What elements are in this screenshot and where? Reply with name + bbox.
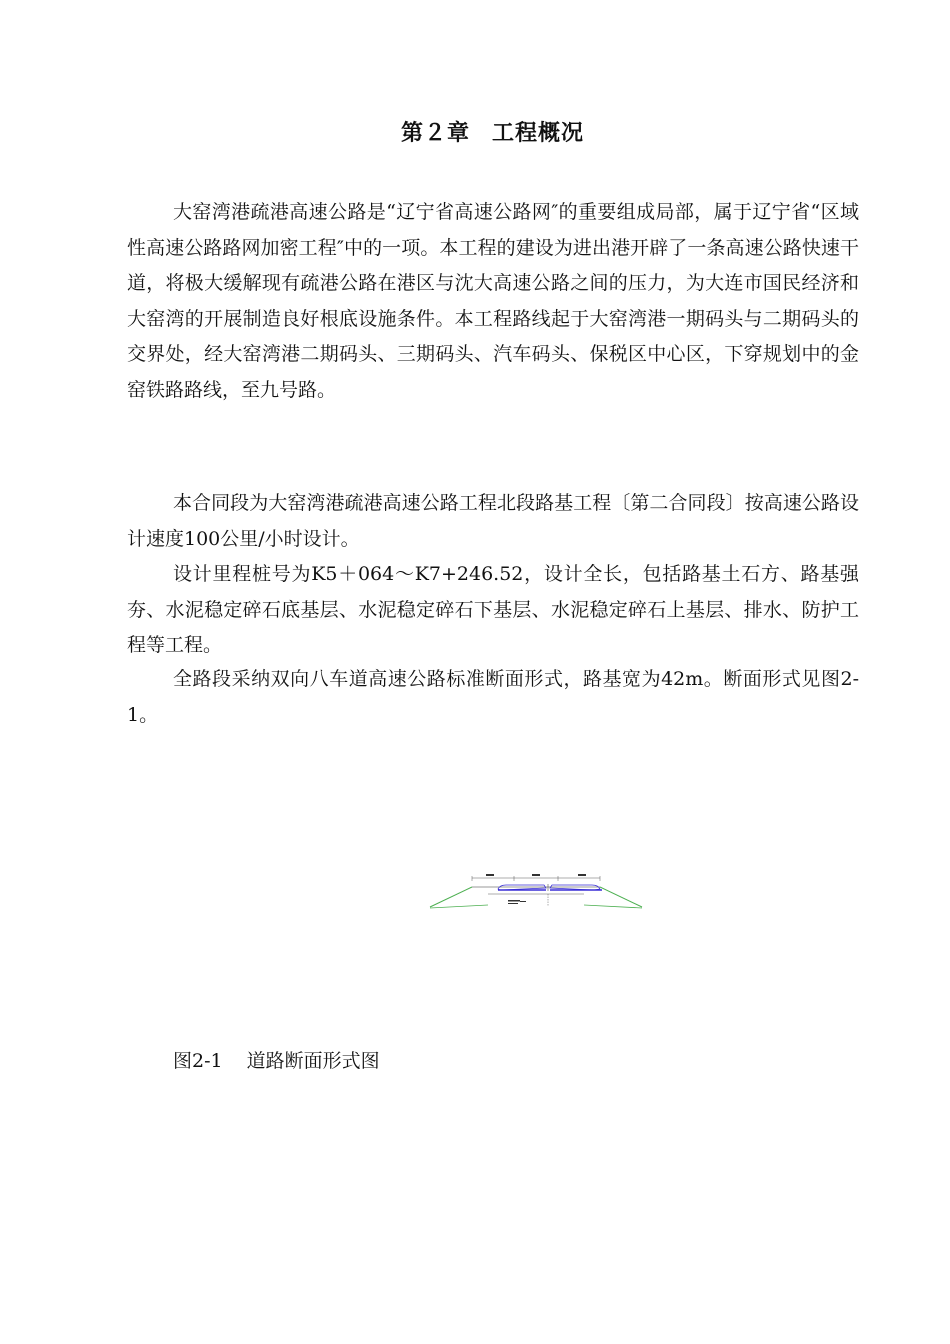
figure-caption-text: 道路断面形式图 (246, 1050, 380, 1072)
right-slope-toe (584, 905, 642, 908)
dimension-label-right (578, 874, 586, 876)
chapter-number: 第２章 (400, 121, 470, 146)
legend-block (508, 900, 520, 902)
dimension-label-mid (532, 874, 540, 876)
paragraph-project-overview: 大窑湾港疏港高速公路是“辽宁省高速公路网″的重要组成局部，属于辽宁省“区域性高速公路路网加密工程″中的一项。本工程的建设为进出港开辟了一条高速公路快速干道，将极大缓解现有疏港公路在港区与沈大高速公路之间的压力，为大连市国民经济和大窑湾的开展制造良好根底设施条件。本工程路线起于大窑湾港一期码头与二期码头的交界处，经大窑湾港二期码头、三期码头、汽车码头、保税区中心区，下穿规划中的金窑铁路路线，至九号路。 (127, 201, 859, 401)
figure-caption (173, 1046, 380, 1073)
chapter-title: 工程概况 (492, 121, 585, 146)
paragraph-cross-section: 全路段采纳双向八车道高速公路标准断面形式，路基宽为42m。断面形式见图2-1。 (127, 668, 859, 726)
road-cross-section-figure (428, 872, 644, 912)
paragraph-design-scope: 设计里程桩号为K5＋064～K7+246.52，设计全长，包括路基土石方、路基强夯、水泥稳定碎石底基层、水泥稳定碎石下基层、水泥稳定碎石上基层、排水、防护工程等工程。 (127, 563, 859, 656)
legend-block-2 (508, 903, 518, 904)
paragraph-contract-section: 本合同段为大窑湾港疏港高速公路工程北段路基工程〔第二合同段〕按高速公路设计速度100公里/小时设计。 (127, 492, 859, 550)
chapter-heading (0, 116, 950, 147)
dimension-label-left (486, 874, 494, 876)
right-slope-line (600, 887, 642, 907)
figure-number: 图2-1 (173, 1050, 223, 1072)
left-slope-toe (430, 905, 488, 908)
legend-block-3 (520, 901, 526, 902)
left-slope-line (430, 887, 472, 907)
